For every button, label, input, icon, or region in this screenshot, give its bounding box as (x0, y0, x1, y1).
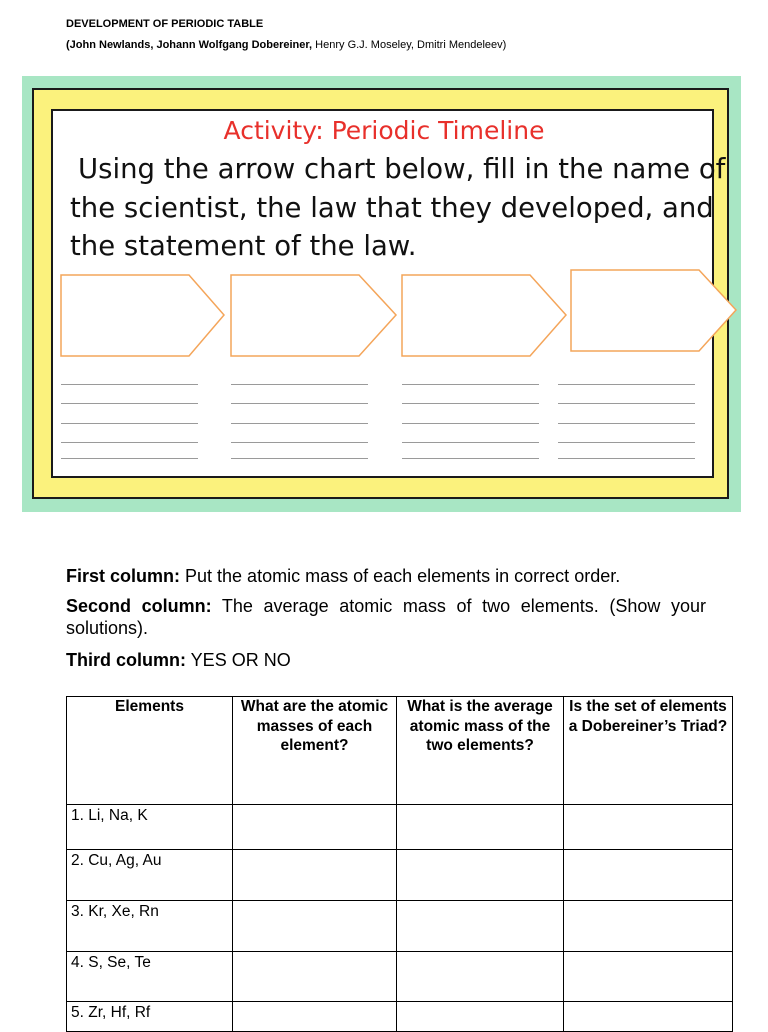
atomic-masses-cell[interactable] (233, 1002, 397, 1032)
atomic-masses-cell[interactable] (233, 901, 397, 952)
atomic-masses-cell[interactable] (233, 850, 397, 901)
is-triad-cell[interactable] (564, 901, 733, 952)
timeline-arrow-1[interactable] (61, 275, 224, 356)
header-average-mass: What is the average atomic mass of the two elements? (397, 697, 564, 805)
timeline-arrow-4[interactable] (571, 270, 736, 351)
is-triad-cell[interactable] (564, 1002, 733, 1032)
answer-line[interactable] (558, 403, 695, 404)
answer-line[interactable] (61, 423, 198, 424)
answer-line[interactable] (558, 384, 695, 385)
average-mass-cell[interactable] (397, 952, 564, 1002)
row-elements: 4. S, Se, Te (67, 952, 233, 1002)
table-row (67, 850, 733, 901)
activity-title: Activity: Periodic Timeline (223, 116, 545, 145)
answer-line[interactable] (231, 442, 368, 443)
row-elements: 3. Kr, Xe, Rn (67, 901, 233, 952)
activity-instruction-line: the scientist, the law that they developed, and (70, 192, 714, 224)
answer-line[interactable] (558, 442, 695, 443)
third-column-instruction (66, 649, 706, 671)
average-mass-cell[interactable] (397, 805, 564, 850)
table-row (67, 952, 733, 1002)
answer-line[interactable] (402, 403, 539, 404)
activity-instruction-line: Using the arrow chart below, fill in the name of (78, 153, 726, 185)
table-row (67, 1002, 733, 1032)
first-column-instruction (66, 565, 706, 587)
answer-line[interactable] (402, 384, 539, 385)
answer-line[interactable] (231, 423, 368, 424)
second-column-text: The average atomic mass of two elements. (Show your solutions). (66, 596, 706, 638)
answer-line[interactable] (61, 458, 198, 459)
is-triad-cell[interactable] (564, 952, 733, 1002)
row-elements: 5. Zr, Hf, Rf (67, 1002, 233, 1032)
header-is-triad: Is the set of elements a Dobereiner’s Triad? (564, 697, 733, 805)
answer-line[interactable] (231, 403, 368, 404)
header-atomic-masses: What are the atomic masses of each element? (233, 697, 397, 805)
row-elements: 2. Cu, Ag, Au (67, 850, 233, 901)
average-mass-cell[interactable] (397, 901, 564, 952)
answer-line[interactable] (231, 458, 368, 459)
answer-line[interactable] (402, 458, 539, 459)
header-elements: Elements (67, 697, 233, 805)
second-column-instruction (66, 595, 706, 639)
row-elements: 1. Li, Na, K (67, 805, 233, 850)
is-triad-cell[interactable] (564, 850, 733, 901)
table-header-row (67, 697, 733, 805)
triad-table (66, 696, 733, 1032)
answer-line[interactable] (231, 384, 368, 385)
answer-line[interactable] (61, 403, 198, 404)
first-column-label: First column: (66, 566, 181, 586)
answer-line[interactable] (558, 458, 695, 459)
answer-line[interactable] (402, 423, 539, 424)
third-column-label: Third column: (66, 650, 186, 670)
table-row (67, 901, 733, 952)
atomic-masses-cell[interactable] (233, 952, 397, 1002)
second-column-label: Second column: (66, 596, 212, 616)
average-mass-cell[interactable] (397, 850, 564, 901)
answer-line[interactable] (61, 384, 198, 385)
answer-line[interactable] (402, 442, 539, 443)
timeline-arrow-3[interactable] (402, 275, 566, 356)
average-mass-cell[interactable] (397, 1002, 564, 1032)
answer-line[interactable] (61, 442, 198, 443)
subtitle-other-names: Henry G.J. Moseley, Dmitri Mendeleev) (312, 39, 507, 51)
table-row (67, 805, 733, 850)
first-column-text: Put the atomic mass of each elements in correct order. (180, 566, 621, 586)
document-title: DEVELOPMENT OF PERIODIC TABLE (66, 18, 264, 30)
answer-line[interactable] (558, 423, 695, 424)
activity-instruction-line: the statement of the law. (70, 230, 417, 262)
is-triad-cell[interactable] (564, 805, 733, 850)
third-column-text: YES OR NO (186, 650, 291, 670)
timeline-arrow-2[interactable] (231, 275, 396, 356)
subtitle-bold-names: (John Newlands, Johann Wolfgang Dobereiner, (66, 39, 313, 51)
atomic-masses-cell[interactable] (233, 805, 397, 850)
